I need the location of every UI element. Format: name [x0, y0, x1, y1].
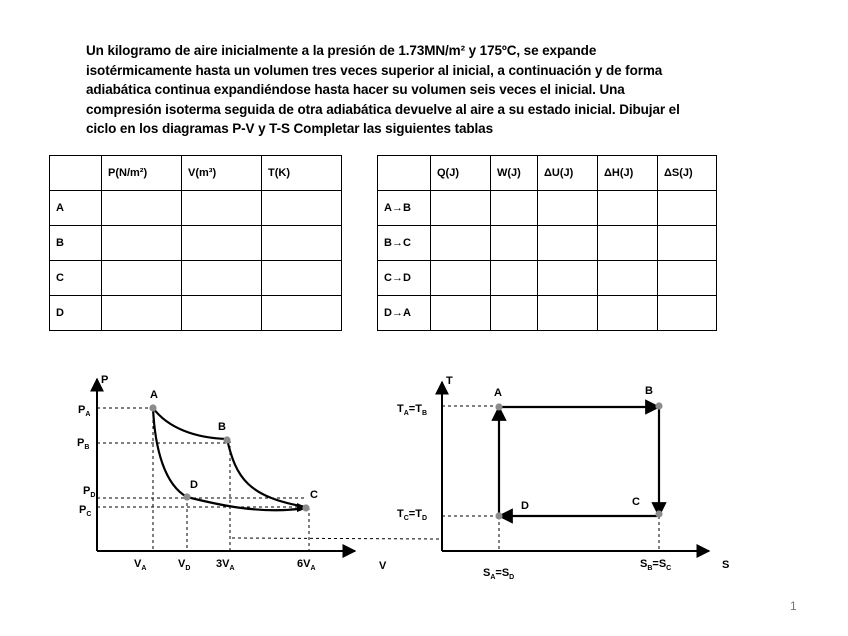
pv-axis-label-p: P	[101, 374, 109, 386]
table-header-cell: W(J)	[491, 156, 538, 191]
pv-point-b	[223, 436, 230, 443]
pv-tick-vd: $V_D$	[178, 558, 191, 572]
ts-point-a	[495, 403, 502, 410]
row-label: B	[50, 226, 102, 261]
pv-guide-lines	[97, 408, 442, 551]
problem-line: compresión isoterma seguida de otra adiabática devuelve al aire a su estado inicial. Dibujar el	[86, 101, 680, 117]
pv-point-d	[183, 493, 190, 500]
row-label: D	[50, 296, 102, 331]
pv-tick-va: $V_A$	[134, 558, 147, 572]
page-number: 1	[790, 599, 797, 613]
row-label: D→A	[378, 296, 431, 331]
row-label: C→D	[378, 261, 431, 296]
pv-point-label-a: A	[150, 389, 158, 401]
ts-diagram	[397, 375, 729, 581]
pv-path-d-a	[153, 408, 187, 497]
table-header-cell: ΔU(J)	[538, 156, 598, 191]
problem-line: adiabática continua expandiéndose hasta hacer su volumen seis veces el inicial. Una	[86, 82, 625, 98]
ts-point-label-b: B	[645, 385, 653, 397]
ts-tick-ta-tb: $T_A=T_B$	[397, 403, 428, 417]
problem-line: Un kilogramo de aire inicialmente a la presión de 1.73MN/m² y 175ºC, se expande	[86, 43, 597, 58]
pv-tick-pa: $P_A$	[78, 404, 91, 418]
pv-axis-label-v: V	[379, 560, 387, 572]
row-label: B→C	[378, 226, 431, 261]
pv-tick-6va: $6V_A$	[297, 558, 316, 572]
pv-path-a-b	[153, 408, 227, 439]
row-label: C	[50, 261, 102, 296]
ts-point-d	[495, 512, 502, 519]
pv-point-label-d: D	[190, 479, 198, 491]
ts-tick-sb-sc: $S_B=S_C$	[640, 558, 672, 572]
ts-point-label-d: D	[521, 500, 529, 512]
table-header-cell: ΔS(J)	[658, 156, 717, 191]
problem-line: isotérmicamente hasta un volumen tres veces superior al inicial, a continuación y de forma	[86, 62, 663, 78]
pv-tick-3va: $3V_A$	[216, 558, 235, 572]
table-header-cell: ΔH(J)	[598, 156, 658, 191]
ts-point-c	[655, 510, 662, 517]
pv-point-label-b: B	[218, 421, 226, 433]
table-header-cell: V(m³)	[182, 156, 262, 191]
ts-guide-lines	[442, 406, 659, 551]
pv-point-a	[149, 404, 156, 411]
ts-axis-label-t: T	[446, 375, 453, 387]
table-header-cell: T(K)	[262, 156, 342, 191]
ts-point-label-a: A	[494, 387, 502, 399]
pv-point-c	[302, 504, 309, 511]
row-label: A→B	[378, 191, 431, 226]
table-header-cell: P(N/m²)	[102, 156, 182, 191]
table-header-cell: Q(J)	[431, 156, 491, 191]
ts-tick-sa-sd: $S_A=S_D$	[483, 567, 515, 581]
problem-line: ciclo en los diagramas P-V y T-S Completar las siguientes tablas	[86, 121, 493, 137]
ts-tick-tc-td: $T_C=T_D$	[397, 508, 428, 522]
ts-point-label-c: C	[632, 496, 640, 508]
pv-path-b-c	[227, 439, 306, 507]
pv-point-label-c: C	[310, 489, 318, 501]
row-label: A	[50, 191, 102, 226]
pv-tick-pb: $P_B$	[77, 437, 90, 451]
pv-tick-pc: $P_C$	[79, 504, 92, 518]
ts-axis-label-s: S	[722, 559, 730, 571]
ts-point-b	[655, 402, 662, 409]
pv-tick-pd: $P_D$	[83, 485, 96, 499]
pv-diagram	[77, 374, 442, 572]
